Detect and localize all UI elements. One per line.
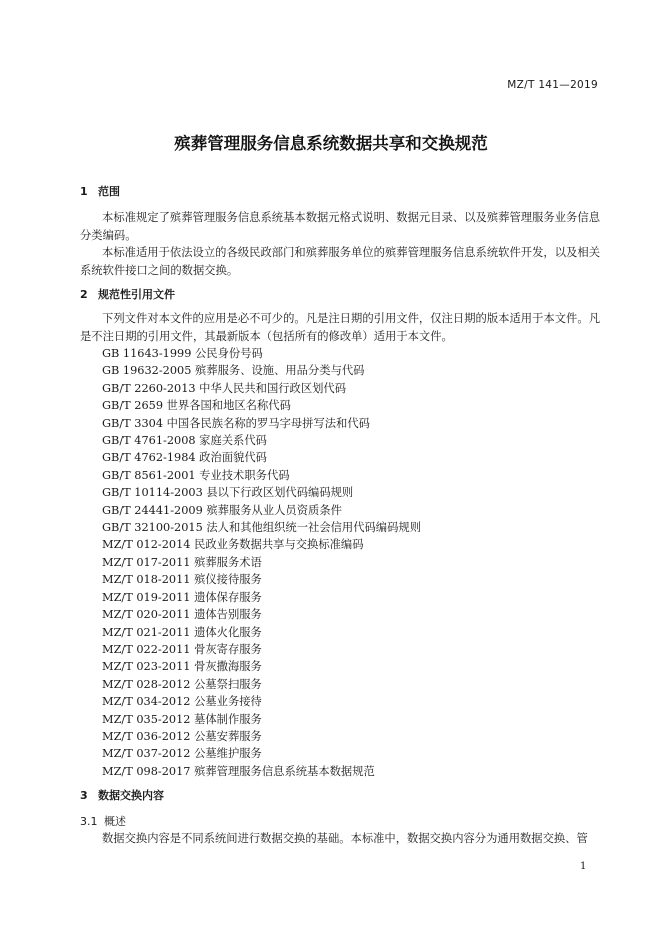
page-number: 1	[580, 861, 587, 872]
reference-item: GB/T 2659 世界各国和地区名称代码	[102, 399, 291, 413]
reference-item: MZ/T 037-2012 公墓维护服务	[102, 747, 262, 761]
reference-item: MZ/T 035-2012 墓体制作服务	[102, 712, 262, 726]
reference-item: GB/T 32100-2015 法人和其他组织统一社会信用代码编码规则	[102, 521, 421, 535]
section-title: 规范性引用文件	[98, 288, 175, 301]
reference-item: GB/T 3304 中国各民族名称的罗马字母拼写法和代码	[102, 416, 370, 430]
reference-item: GB/T 10114-2003 县以下行政区划代码编码规则	[102, 486, 354, 500]
section-heading-data-exchange-content	[80, 787, 600, 804]
reference-item: MZ/T 017-2011 殡葬服务术语	[102, 555, 262, 569]
reference-item: MZ/T 036-2012 公墓安葬服务	[102, 729, 262, 743]
paragraph: 本标准规定了殡葬管理服务信息系统基本数据元格式说明、数据元目录、以及殡葬管理服务业务信息分类编码。	[80, 211, 600, 242]
section-heading-scope	[80, 183, 600, 200]
reference-item: GB/T 24441-2009 殡葬服务从业人员资质条件	[102, 503, 342, 517]
reference-list	[80, 345, 600, 780]
paragraph: 本标准适用于依法设立的各级民政部门和殡葬服务单位的殡葬管理服务信息系统软件开发，以及相关系统软件接口之间的数据交换。	[80, 246, 600, 277]
subsection-title: 概述	[104, 815, 126, 829]
subsection-number: 3.1	[80, 815, 98, 829]
section-heading-normative-references	[80, 286, 600, 303]
paragraph: 数据交换内容是不同系统间进行数据交换的基础。本标准中，数据交换内容分为通用数据交换、管	[102, 832, 588, 846]
reference-item: MZ/T 021-2011 遗体火化服务	[102, 625, 262, 639]
section-number: 3	[80, 789, 88, 803]
reference-item: MZ/T 018-2011 殡仪接待服务	[102, 573, 262, 587]
reference-item: GB/T 4762-1984 政治面貌代码	[102, 451, 267, 465]
reference-item: MZ/T 012-2014 民政业务数据共享与交换标准编码	[102, 538, 364, 552]
reference-item: GB 19632-2005 殡葬服务、设施、用品分类与代码	[102, 364, 365, 378]
paragraph: 下列文件对本文件的应用是必不可少的。凡是注日期的引用文件，仅注日期的版本适用于本文件。凡是不注日期的引用文件，其最新版本（包括所有的修改单）适用于本文件。	[80, 312, 600, 343]
reference-item: GB 11643-1999 公民身份号码	[102, 347, 263, 360]
reference-item: GB/T 4761-2008 家庭关系代码	[102, 434, 267, 448]
section-title: 范围	[98, 185, 120, 198]
reference-item: MZ/T 034-2012 公墓业务接待	[102, 695, 262, 709]
subsection-heading-overview	[80, 813, 600, 830]
reference-item: MZ/T 020-2011 遗体告别服务	[102, 608, 262, 622]
reference-item: MZ/T 019-2011 遗体保存服务	[102, 590, 262, 604]
reference-item: MZ/T 022-2011 骨灰寄存服务	[102, 642, 262, 656]
reference-item: GB/T 2260-2013 中华人民共和国行政区划代码	[102, 381, 347, 395]
document-title: 殡葬管理服务信息系统数据共享和交换规范	[174, 134, 488, 153]
reference-item: MZ/T 098-2017 殡葬管理服务信息系统基本数据规范	[102, 764, 375, 778]
section-title: 数据交换内容	[98, 789, 164, 803]
standard-number: MZ/T 141—2019	[507, 79, 598, 91]
document-body	[80, 183, 600, 848]
reference-item: GB/T 8561-2001 专业技术职务代码	[102, 468, 290, 482]
reference-item: MZ/T 028-2012 公墓祭扫服务	[102, 677, 262, 691]
section-number: 1	[80, 185, 88, 198]
reference-item: MZ/T 023-2011 骨灰撒海服务	[102, 660, 262, 674]
section-number: 2	[80, 288, 88, 301]
